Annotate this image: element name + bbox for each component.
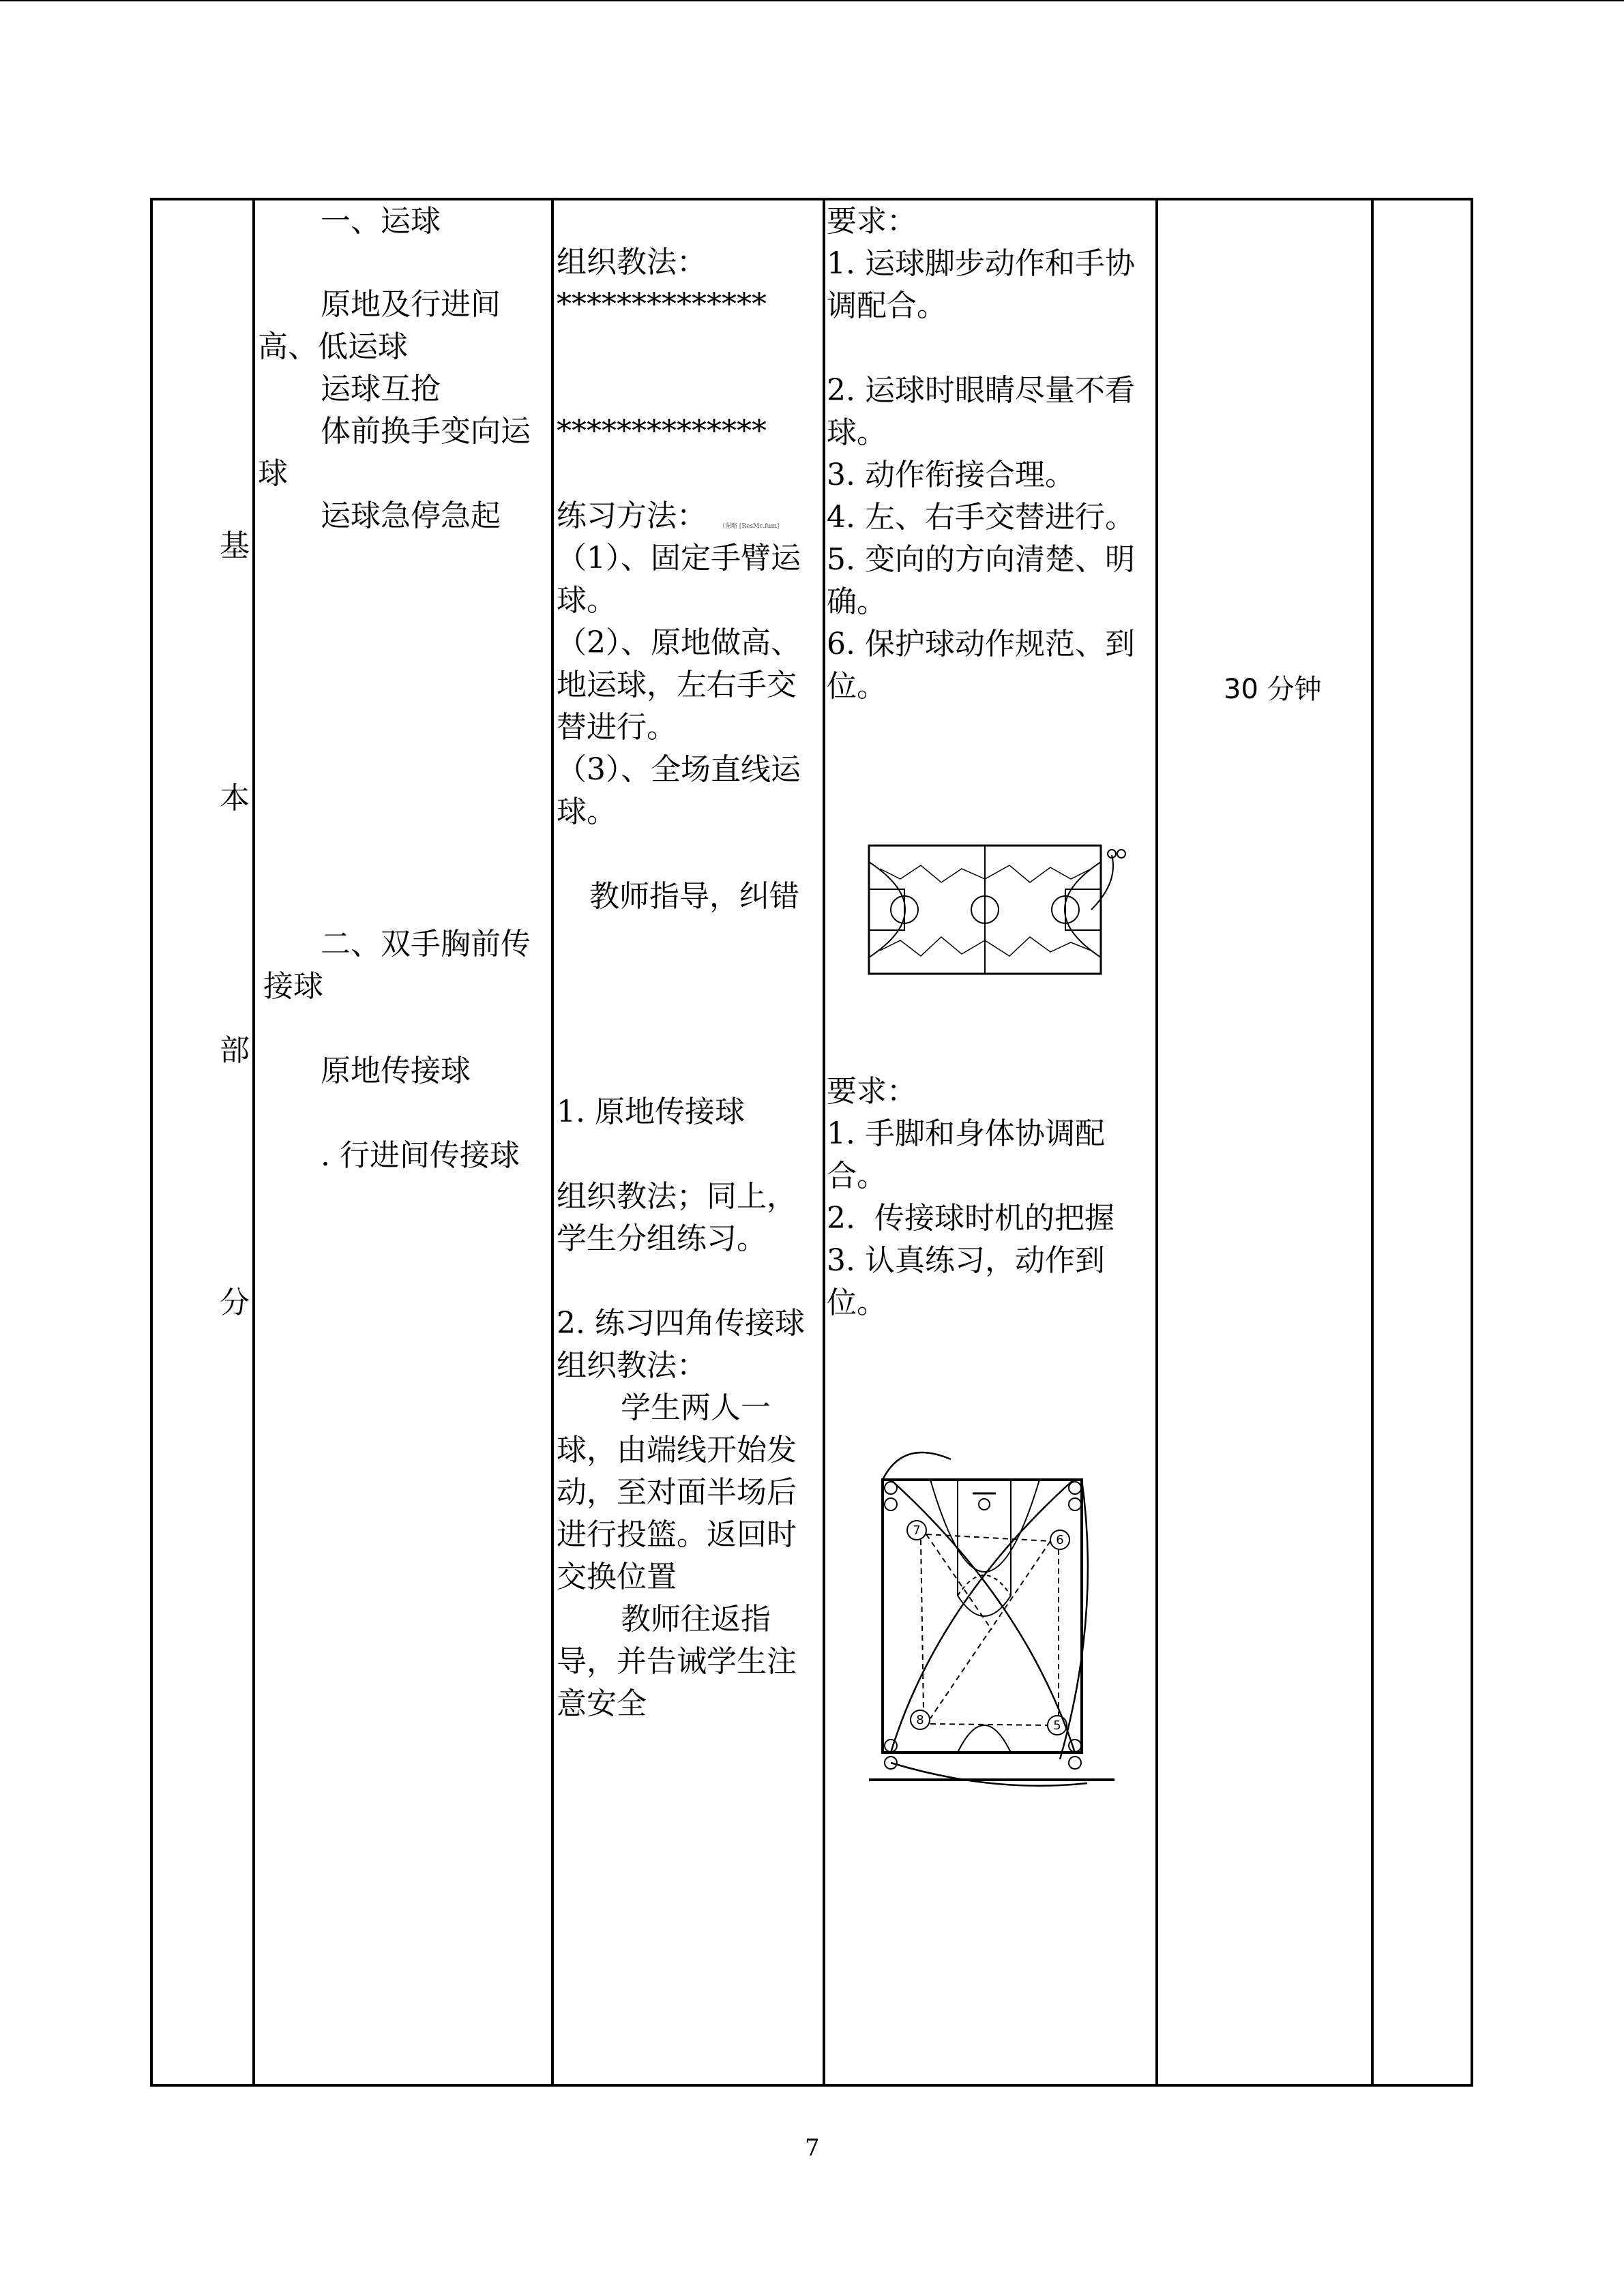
- section-label-char: 本: [220, 781, 250, 816]
- method-line: （2）、原地做高、: [557, 625, 801, 660]
- section-label-char: 基: [220, 528, 250, 563]
- method-line: 球，由端线开始发: [557, 1433, 797, 1467]
- method-line: 组织教法：: [557, 1348, 707, 1383]
- method-line: 学生分组练习。: [557, 1221, 767, 1256]
- requirement-line: 1. 运球脚步动作和手协: [827, 246, 1135, 281]
- method-line: 替进行。: [557, 710, 677, 745]
- method-line: 球。: [557, 583, 617, 618]
- method-line: 球。: [557, 794, 617, 829]
- lesson-plan-table: [150, 198, 1473, 2087]
- page-number: 7: [805, 2134, 820, 2162]
- column-divider: [551, 200, 554, 2084]
- method-line: 地运球，左右手交: [557, 668, 797, 702]
- requirement-line: 合。: [827, 1159, 887, 1193]
- image-placeholder-note: （图略 [ResMc.fum]: [719, 523, 780, 530]
- content-line: 二、双手胸前传: [321, 927, 531, 961]
- requirement-line: 3. 认真练习，动作到: [827, 1243, 1105, 1278]
- method-line: 教师指导，纠错: [589, 879, 799, 914]
- content-line: 原地及行进间: [321, 287, 501, 322]
- method-line: 1. 原地传接球: [557, 1094, 745, 1129]
- requirement-line: 3. 动作衔接合理。: [827, 458, 1075, 492]
- requirement-line: 位。: [827, 1285, 887, 1320]
- player-label: 5: [1053, 1718, 1061, 1733]
- requirement-line: 5. 变向的方向清楚、明: [827, 542, 1135, 577]
- content-line: 原地传接球: [321, 1054, 471, 1088]
- content-line: . 行进间传接球: [321, 1138, 520, 1173]
- duration: 30 分钟: [1224, 674, 1322, 705]
- requirement-line: 2. 传接球时机的把握: [827, 1201, 1114, 1236]
- four-corner-passing-diagram: [855, 1439, 1142, 1793]
- full-court-dribble-diagram: [866, 841, 1139, 985]
- column-divider: [1371, 200, 1374, 2084]
- method-line: 导，并告诫学生注: [557, 1644, 797, 1679]
- player-label: 6: [1056, 1533, 1064, 1547]
- content-line: 运球急停急起: [321, 498, 501, 533]
- method-line: （3）、全场直线运: [557, 752, 801, 787]
- method-line: 组织教法：: [557, 245, 707, 280]
- content-line: 一、运球: [321, 204, 441, 239]
- method-line: **************: [557, 287, 767, 322]
- content-line: 高、低运球: [258, 329, 408, 364]
- method-line: 练习方法：: [557, 498, 707, 533]
- column-divider: [823, 200, 825, 2084]
- requirement-line: 位。: [827, 669, 887, 704]
- method-line: 组织教法；同上，: [557, 1179, 797, 1214]
- method-line: 意安全: [557, 1686, 647, 1721]
- method-line: 交换位置: [557, 1560, 677, 1594]
- method-line: 动，至对面半场后: [557, 1475, 797, 1510]
- requirement-line: 要求：: [827, 204, 917, 239]
- top-border: [0, 0, 1624, 1]
- requirement-line: 2. 运球时眼睛尽量不看: [827, 373, 1135, 408]
- requirement-line: 6. 保护球动作规范、到: [827, 627, 1135, 661]
- content-line: 球: [258, 456, 288, 491]
- requirement-line: 1. 手脚和身体协调配: [827, 1116, 1105, 1151]
- requirement-line: 确。: [827, 584, 887, 619]
- requirement-line: 球。: [827, 415, 887, 450]
- content-line: 接球: [263, 969, 323, 1004]
- section-label-char: 分: [220, 1285, 250, 1320]
- column-divider: [252, 200, 255, 2084]
- column-divider: [1155, 200, 1158, 2084]
- method-line: **************: [557, 414, 767, 449]
- method-line: 教师往返指: [621, 1602, 771, 1637]
- method-line: 进行投篮。返回时: [557, 1517, 797, 1552]
- player-label: 8: [916, 1713, 924, 1727]
- method-line: 学生两人一: [621, 1390, 771, 1425]
- requirement-line: 要求：: [827, 1074, 917, 1109]
- requirement-line: 调配合。: [827, 288, 947, 323]
- method-line: 2. 练习四角传接球: [557, 1306, 805, 1341]
- section-label-char: 部: [220, 1033, 250, 1068]
- player-label: 7: [913, 1523, 921, 1538]
- method-line: （1）、固定手臂运: [557, 541, 801, 576]
- requirement-line: 4. 左、右手交替进行。: [827, 500, 1135, 535]
- content-line: 运球互抢: [321, 372, 441, 406]
- content-line: 体前换手变向运: [321, 414, 531, 449]
